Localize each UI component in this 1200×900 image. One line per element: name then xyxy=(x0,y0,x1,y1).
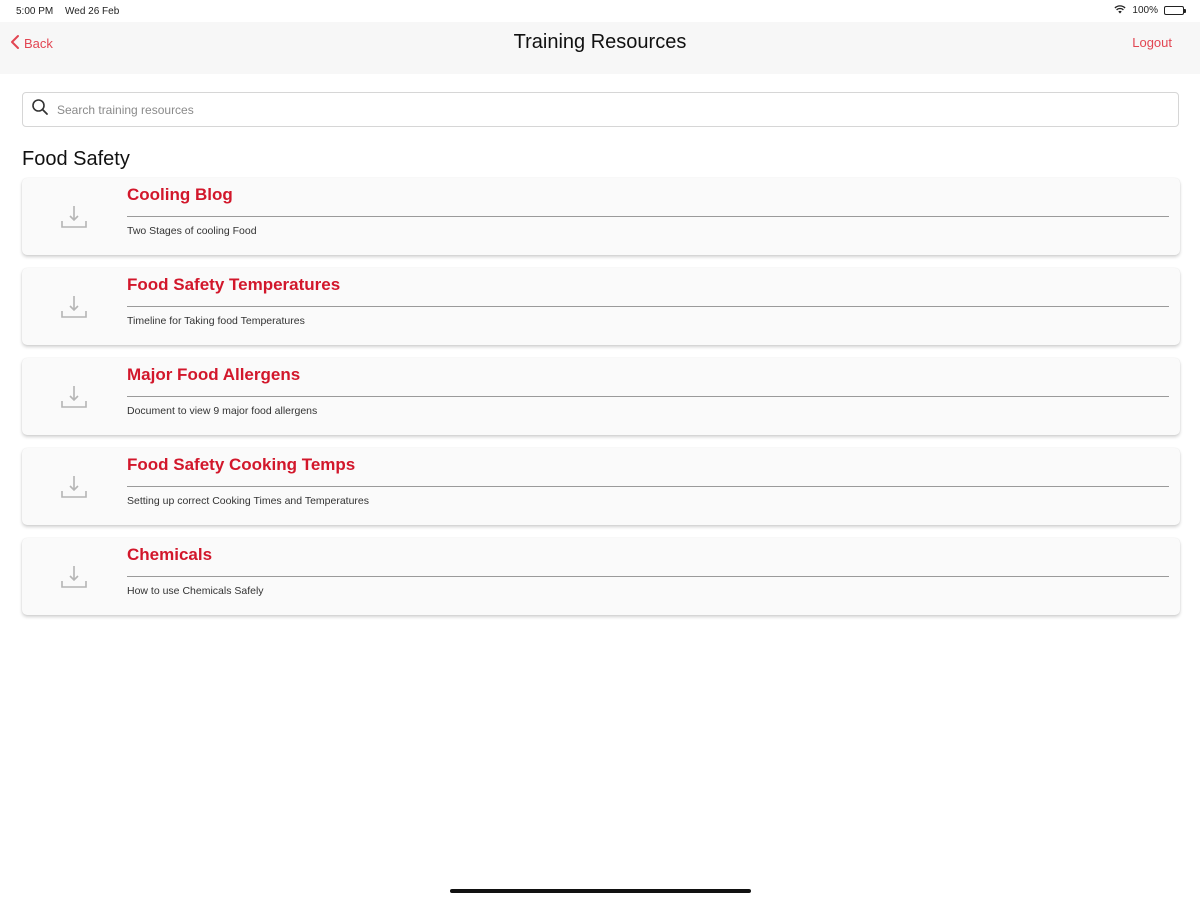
logout-button[interactable]: Logout xyxy=(1132,35,1172,50)
divider xyxy=(127,486,1169,487)
resource-description: Two Stages of cooling Food xyxy=(127,225,257,237)
resource-card-major-food-allergens[interactable] xyxy=(22,358,1180,435)
wifi-icon xyxy=(1114,4,1126,17)
battery-icon xyxy=(1164,6,1184,15)
search-icon xyxy=(31,98,49,121)
download-icon xyxy=(59,472,89,502)
status-date: Wed 26 Feb xyxy=(65,6,120,17)
resource-list xyxy=(22,178,1180,628)
download-icon xyxy=(59,382,89,412)
resource-description: Setting up correct Cooking Times and Temperatures xyxy=(127,495,370,507)
search-input[interactable] xyxy=(57,103,1178,117)
resource-title: Food Safety Temperatures xyxy=(127,275,341,294)
resource-card-food-safety-cooking-temps[interactable] xyxy=(22,448,1180,525)
download-icon xyxy=(59,562,89,592)
resource-card-chemicals[interactable] xyxy=(22,538,1180,615)
search-bar[interactable] xyxy=(22,92,1179,127)
divider xyxy=(127,396,1169,397)
download-icon xyxy=(59,202,89,232)
resource-title: Cooling Blog xyxy=(127,185,233,204)
navigation-bar xyxy=(0,22,1200,74)
status-time: 5:00 PM xyxy=(16,6,54,17)
resource-card-cooling-blog[interactable] xyxy=(22,178,1180,255)
divider xyxy=(127,306,1169,307)
download-icon xyxy=(59,292,89,322)
divider xyxy=(127,576,1169,577)
back-label: Back xyxy=(24,36,53,51)
page-title: Training Resources xyxy=(513,31,687,53)
section-title: Food Safety xyxy=(22,148,130,170)
resource-card-food-safety-temperatures[interactable] xyxy=(22,268,1180,345)
divider xyxy=(127,216,1169,217)
resource-description: How to use Chemicals Safely xyxy=(127,585,264,597)
battery-percent: 100% xyxy=(1132,5,1158,16)
status-bar xyxy=(0,0,1200,22)
resource-title: Major Food Allergens xyxy=(127,365,301,384)
resource-description: Document to view 9 major food allergens xyxy=(127,405,318,417)
resource-title: Chemicals xyxy=(127,545,213,564)
home-indicator[interactable] xyxy=(450,889,751,893)
status-indicators xyxy=(1114,4,1184,17)
resource-description: Timeline for Taking food Temperatures xyxy=(127,315,305,327)
resource-title: Food Safety Cooking Temps xyxy=(127,455,356,474)
